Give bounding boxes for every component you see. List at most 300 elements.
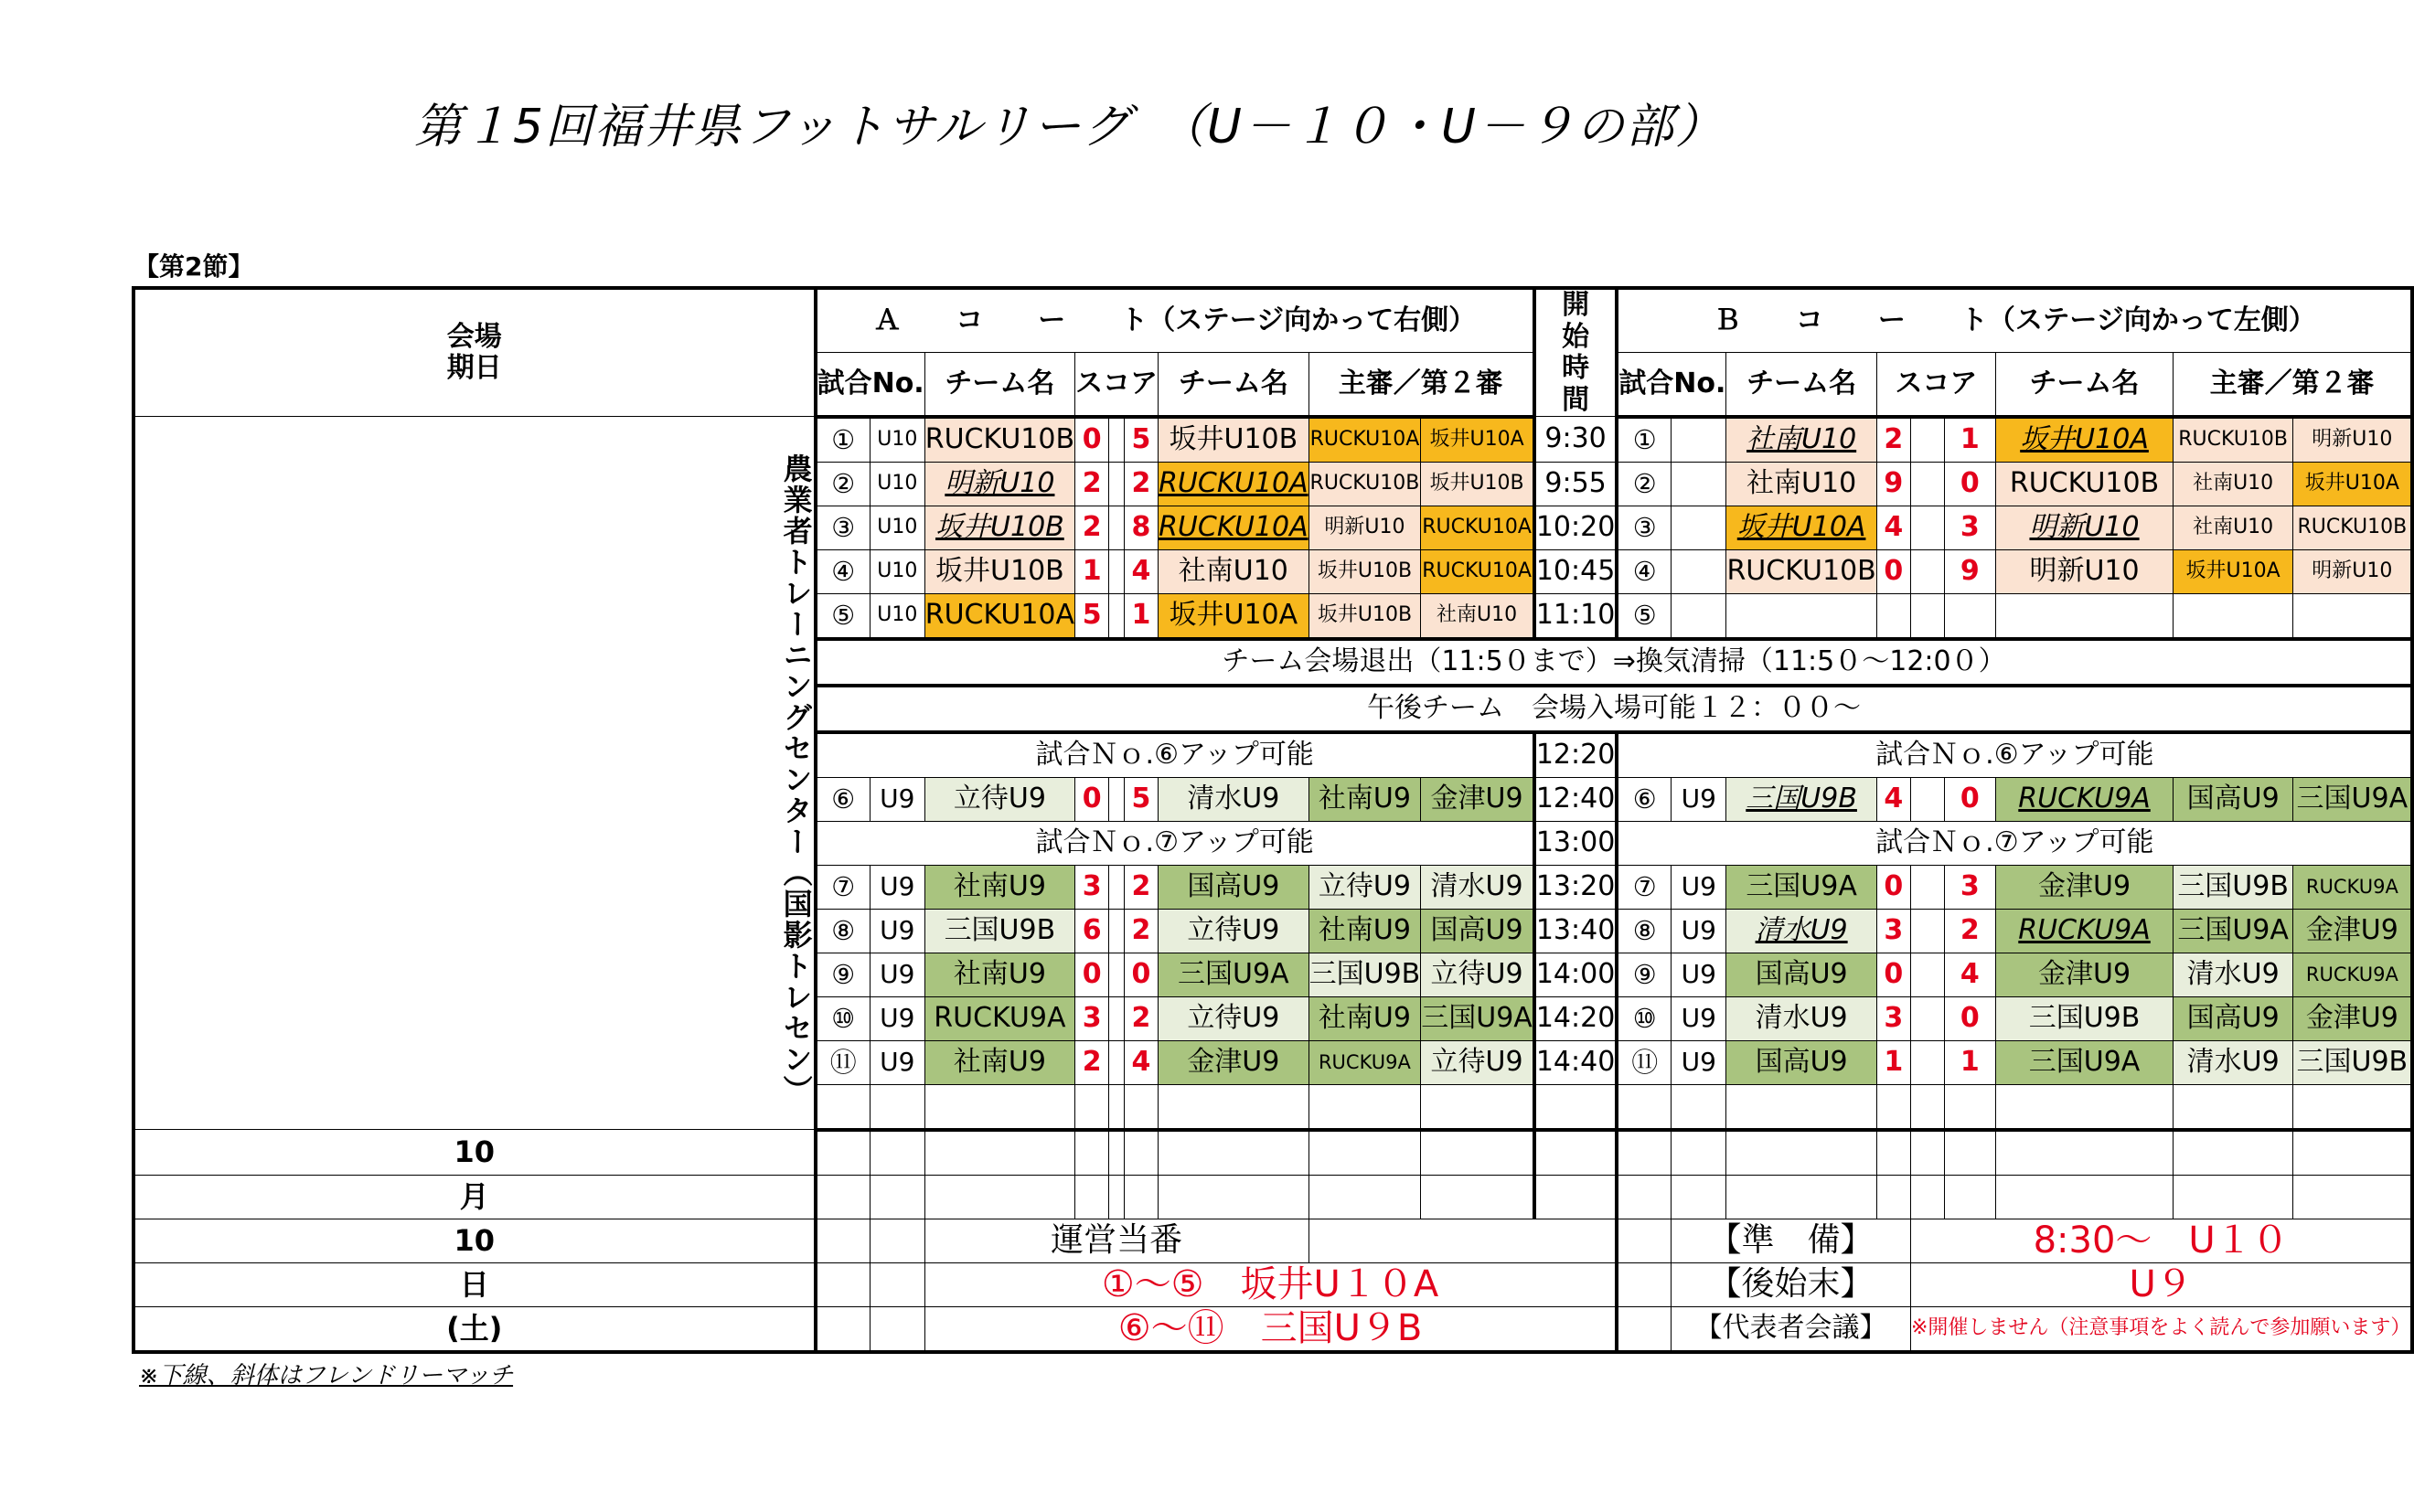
category: U9	[870, 996, 924, 1040]
empty-cell	[870, 1306, 924, 1352]
cleanup-value: U９	[1910, 1262, 2412, 1306]
empty-cell	[870, 1219, 924, 1262]
team-home: 立待U9	[924, 777, 1074, 821]
start-time: 13:00	[1534, 821, 1617, 865]
score-divider	[1910, 417, 1944, 463]
score-away: 1	[1124, 593, 1158, 639]
warmup-note-a: 試合Ｎｏ.⑦アップ可能	[816, 821, 1534, 865]
empty-cell	[1617, 1219, 1671, 1262]
empty-cell	[1308, 1130, 1421, 1176]
page-title: 第１5回福井県フットサルリーグ （U－１０・U－９の部）	[414, 100, 1725, 154]
score-divider	[1910, 506, 1944, 549]
notice-afternoon: 午後チーム 会場入場可能１２：００～	[816, 686, 2413, 732]
referee-main: 立待U9	[1308, 865, 1421, 909]
team-home: 明新U10	[924, 462, 1074, 506]
score-away: 5	[1124, 777, 1158, 821]
match-number: ⑧	[816, 909, 871, 953]
team-home: 社南U10	[1726, 462, 1876, 506]
team-home: 三国U9A	[1726, 865, 1876, 909]
duty-line-1: ①～⑤ 坂井U１０A	[924, 1262, 1617, 1306]
score-divider	[1910, 953, 1944, 996]
category: U10	[870, 417, 924, 463]
referee-second: 三国U9A	[1421, 996, 1534, 1040]
referee-second: RUCKU10A	[1421, 506, 1534, 549]
b-court-header: Ｂ コ ー ト（ステージ向かって左側）	[1617, 288, 2412, 352]
empty-cell	[1876, 1130, 1910, 1176]
referee-main: 清水U9	[2173, 1040, 2292, 1084]
start-time: 14:20	[1534, 996, 1617, 1040]
referee-header: 主審／第２審	[1308, 352, 1534, 416]
team-home: 国高U9	[1726, 1040, 1876, 1084]
start-time: 14:40	[1534, 1040, 1617, 1084]
start-time: 9:55	[1534, 462, 1617, 506]
empty-cell	[1534, 1175, 1617, 1219]
empty-cell	[1726, 1084, 1876, 1130]
score-away: 3	[1944, 506, 1996, 549]
empty-cell	[816, 1175, 871, 1219]
score-away: 2	[1124, 865, 1158, 909]
referee-main: 坂井U10B	[1308, 549, 1421, 593]
category: U9	[1672, 996, 1726, 1040]
match-no-header: 試合No.	[1617, 352, 1726, 416]
score-away: 0	[1944, 462, 1996, 506]
score-divider	[1910, 593, 1944, 639]
empty-cell	[2293, 1130, 2413, 1176]
notice-exit: チーム会場退出（11:5０まで）⇒換気清掃（11:5０～12:0０）	[816, 639, 2413, 686]
start-time: 9:30	[1534, 417, 1617, 463]
cleanup-label: 【後始末】	[1672, 1262, 1911, 1306]
score-home: 0	[1075, 777, 1109, 821]
date-part: 10	[134, 1219, 816, 1262]
empty-cell	[1910, 1175, 1944, 1219]
score-divider	[1109, 777, 1125, 821]
start-time: 13:40	[1534, 909, 1617, 953]
start-time: 10:45	[1534, 549, 1617, 593]
category: U9	[870, 777, 924, 821]
team-away: 立待U9	[1159, 909, 1309, 953]
team-away: 金津U9	[1996, 865, 2174, 909]
empty-cell	[1617, 1262, 1671, 1306]
referee-second: 明新U10	[2293, 549, 2413, 593]
category: U9	[870, 909, 924, 953]
team-home: 社南U10	[1726, 417, 1876, 463]
team-header: チーム名	[1159, 352, 1309, 416]
match-number: ①	[1617, 417, 1671, 463]
referee-second: 三国U9B	[2293, 1040, 2413, 1084]
empty-cell	[1876, 1084, 1910, 1130]
team-away: 社南U10	[1159, 549, 1309, 593]
match-number: ④	[1617, 549, 1671, 593]
score-away: 2	[1124, 909, 1158, 953]
empty-cell	[1421, 1130, 1534, 1176]
match-number: ②	[816, 462, 871, 506]
team-home: 社南U9	[924, 865, 1074, 909]
empty-cell	[1534, 1130, 1617, 1176]
match-number: ⑩	[1617, 996, 1671, 1040]
score-divider	[1910, 462, 1944, 506]
score-away: 8	[1124, 506, 1158, 549]
date-part: 日	[134, 1262, 816, 1306]
team-away: 金津U9	[1996, 953, 2174, 996]
team-home: RUCKU9A	[924, 996, 1074, 1040]
empty-cell	[1421, 1175, 1534, 1219]
score-divider	[1910, 549, 1944, 593]
score-divider	[1910, 865, 1944, 909]
referee-second: 清水U9	[1421, 865, 1534, 909]
referee-second: 社南U10	[1421, 593, 1534, 639]
referee-main: 三国U9B	[1308, 953, 1421, 996]
empty-cell	[1726, 1175, 1876, 1219]
empty-cell	[1617, 1130, 1671, 1176]
referee-second: RUCKU9A	[2293, 865, 2413, 909]
match-number: ⑪	[816, 1040, 871, 1084]
team-away: 金津U9	[1159, 1040, 1309, 1084]
match-number: ⑦	[816, 865, 871, 909]
team-away: RUCKU9A	[1996, 777, 2174, 821]
score-divider	[1109, 462, 1125, 506]
warmup-note-a: 試合Ｎｏ.⑥アップ可能	[816, 732, 1534, 778]
score-home: 3	[1075, 865, 1109, 909]
score-divider	[1910, 1040, 1944, 1084]
empty-cell	[1996, 1175, 2174, 1219]
score-away	[1944, 593, 1996, 639]
category: U9	[1672, 777, 1726, 821]
empty-cell	[2173, 1130, 2292, 1176]
score-away: 0	[1944, 996, 1996, 1040]
referee-second: 金津U9	[2293, 996, 2413, 1040]
empty-cell	[1159, 1130, 1309, 1176]
score-divider	[1109, 506, 1125, 549]
team-home: 社南U9	[924, 1040, 1074, 1084]
schedule-table	[132, 286, 2414, 1354]
category: U9	[870, 865, 924, 909]
start-time: 14:00	[1534, 953, 1617, 996]
score-divider	[1109, 909, 1125, 953]
empty-cell	[1308, 1175, 1421, 1219]
referee-second: 坂井U10A	[2293, 462, 2413, 506]
score-home: 0	[1876, 865, 1910, 909]
warmup-note-b: 試合Ｎｏ.⑥アップ可能	[1617, 732, 2412, 778]
referee-main: 社南U10	[2173, 462, 2292, 506]
score-away: 9	[1944, 549, 1996, 593]
score-home: 0	[1876, 549, 1910, 593]
category	[1672, 506, 1726, 549]
empty-cell	[1726, 1130, 1876, 1176]
score-divider	[1910, 996, 1944, 1040]
date-part: 月	[134, 1175, 816, 1219]
score-home: 0	[1075, 417, 1109, 463]
match-number: ①	[816, 417, 871, 463]
empty-cell	[1910, 1084, 1944, 1130]
score-home: 2	[1075, 462, 1109, 506]
score-divider	[1109, 593, 1125, 639]
referee-main: 社南U9	[1308, 909, 1421, 953]
referee-second	[2293, 593, 2413, 639]
referee-second: RUCKU10A	[1421, 549, 1534, 593]
score-away: 2	[1124, 996, 1158, 1040]
empty-cell	[1876, 1175, 1910, 1219]
score-home: 2	[1876, 417, 1910, 463]
score-home: 5	[1075, 593, 1109, 639]
category: U9	[1672, 1040, 1726, 1084]
empty-cell	[1672, 1130, 1726, 1176]
referee-main	[2173, 593, 2292, 639]
referee-main: RUCKU10B	[2173, 417, 2292, 463]
match-number: ⑤	[1617, 593, 1671, 639]
score-home: 3	[1876, 909, 1910, 953]
empty-cell	[1075, 1130, 1109, 1176]
team-home: 社南U9	[924, 953, 1074, 996]
team-home: RUCKU10B	[924, 417, 1074, 463]
duty-line-2: ⑥～⑪ 三国U９B	[924, 1306, 1617, 1352]
category: U10	[870, 462, 924, 506]
rep-meeting-label: 【代表者会議】	[1672, 1306, 1911, 1352]
empty-cell	[816, 1084, 871, 1130]
team-home: 国高U9	[1726, 953, 1876, 996]
referee-main: 三国U9B	[2173, 865, 2292, 909]
score-away: 1	[1944, 1040, 1996, 1084]
team-away: RUCKU10A	[1159, 506, 1309, 549]
empty-cell	[1944, 1130, 1996, 1176]
venue-date-header: 会場 期日	[134, 288, 816, 417]
score-divider	[1109, 417, 1125, 463]
empty-cell	[1109, 1130, 1125, 1176]
referee-main: 三国U9A	[2173, 909, 2292, 953]
team-header: チーム名	[1726, 352, 1876, 416]
match-number: ⑦	[1617, 865, 1671, 909]
score-away: 1	[1944, 417, 1996, 463]
match-number: ⑩	[816, 996, 871, 1040]
referee-main: RUCKU10B	[1308, 462, 1421, 506]
category	[1672, 417, 1726, 463]
score-away: 5	[1124, 417, 1158, 463]
referee-second: 立待U9	[1421, 1040, 1534, 1084]
referee-second: 三国U9A	[2293, 777, 2413, 821]
referee-second: 国高U9	[1421, 909, 1534, 953]
team-home: 清水U9	[1726, 909, 1876, 953]
match-number: ⑤	[816, 593, 871, 639]
score-home: 6	[1075, 909, 1109, 953]
team-home: 三国U9B	[1726, 777, 1876, 821]
score-divider	[1109, 953, 1125, 996]
table-row	[134, 417, 2412, 463]
category: U9	[1672, 865, 1726, 909]
empty-cell	[1124, 1084, 1158, 1130]
team-home	[1726, 593, 1876, 639]
empty-cell	[1996, 1084, 2174, 1130]
empty-cell	[870, 1262, 924, 1306]
category: U9	[1672, 909, 1726, 953]
score-home: 4	[1876, 506, 1910, 549]
category	[1672, 462, 1726, 506]
empty-cell	[1159, 1175, 1309, 1219]
referee-main: 清水U9	[2173, 953, 2292, 996]
category	[1672, 593, 1726, 639]
referee-main: RUCKU10A	[1308, 417, 1421, 463]
match-number: ⑥	[816, 777, 871, 821]
date-part: (土)	[134, 1306, 816, 1352]
category: U10	[870, 506, 924, 549]
empty-cell	[1124, 1130, 1158, 1176]
empty-cell	[1617, 1175, 1671, 1219]
team-away: 三国U9A	[1996, 1040, 2174, 1084]
team-home: 坂井U10A	[1726, 506, 1876, 549]
team-home: RUCKU10A	[924, 593, 1074, 639]
score-away: 4	[1124, 549, 1158, 593]
empty-cell	[870, 1175, 924, 1219]
team-away: 明新U10	[1996, 549, 2174, 593]
empty-cell	[1534, 1084, 1617, 1130]
score-header: スコア	[1876, 352, 1995, 416]
empty-cell	[2293, 1084, 2413, 1130]
venue-name: 農業者トレーニングセンター（国影トレセン）	[134, 417, 816, 1130]
empty-cell	[1109, 1175, 1125, 1219]
referee-main: 国高U9	[2173, 777, 2292, 821]
empty-cell	[924, 1130, 1074, 1176]
score-divider	[1109, 1040, 1125, 1084]
empty-cell	[1075, 1175, 1109, 1219]
category	[1672, 549, 1726, 593]
team-away: 国高U9	[1159, 865, 1309, 909]
match-number: ⑧	[1617, 909, 1671, 953]
match-number: ⑨	[816, 953, 871, 996]
empty-cell	[1617, 1084, 1671, 1130]
prep-value: 8:30～ U１０	[1910, 1219, 2412, 1262]
score-header: スコア	[1075, 352, 1159, 416]
team-away	[1996, 593, 2174, 639]
score-divider	[1910, 777, 1944, 821]
referee-main: 社南U9	[1308, 777, 1421, 821]
team-header: チーム名	[924, 352, 1074, 416]
empty-cell	[1308, 1084, 1421, 1130]
score-home: 3	[1876, 996, 1910, 1040]
category: U9	[870, 1040, 924, 1084]
referee-main: 明新U10	[1308, 506, 1421, 549]
empty-cell	[924, 1175, 1074, 1219]
empty-cell	[1617, 1306, 1671, 1352]
score-away: 0	[1124, 953, 1158, 996]
team-away: 明新U10	[1996, 506, 2174, 549]
team-away: 立待U9	[1159, 996, 1309, 1040]
empty-cell	[2173, 1084, 2292, 1130]
team-home: 清水U9	[1726, 996, 1876, 1040]
referee-second: 立待U9	[1421, 953, 1534, 996]
score-away: 2	[1124, 462, 1158, 506]
score-away: 0	[1944, 777, 1996, 821]
referee-main: 坂井U10A	[2173, 549, 2292, 593]
category: U9	[1672, 953, 1726, 996]
start-time-header: 開 始 時 間	[1534, 288, 1617, 417]
team-home: 坂井U10B	[924, 549, 1074, 593]
score-home: 0	[1876, 953, 1910, 996]
score-home: 1	[1876, 1040, 1910, 1084]
score-divider	[1910, 909, 1944, 953]
empty-cell	[924, 1084, 1074, 1130]
empty-cell	[816, 1262, 871, 1306]
match-number: ⑥	[1617, 777, 1671, 821]
start-time: 13:20	[1534, 865, 1617, 909]
match-number: ⑪	[1617, 1040, 1671, 1084]
a-court-header: Ａ コ ー ト（ステージ向かって右側）	[816, 288, 1534, 352]
start-time: 11:10	[1534, 593, 1617, 639]
score-home: 3	[1075, 996, 1109, 1040]
empty-cell	[816, 1306, 871, 1352]
empty-cell	[1075, 1084, 1109, 1130]
referee-header: 主審／第２審	[2173, 352, 2412, 416]
category: U10	[870, 593, 924, 639]
empty-cell	[870, 1084, 924, 1130]
team-away: 三国U9A	[1159, 953, 1309, 996]
score-home: 2	[1075, 1040, 1109, 1084]
start-time: 10:20	[1534, 506, 1617, 549]
empty-cell	[1944, 1175, 1996, 1219]
empty-cell	[1672, 1175, 1726, 1219]
score-home: 1	[1075, 549, 1109, 593]
score-divider	[1109, 549, 1125, 593]
referee-second: RUCKU10B	[2293, 506, 2413, 549]
referee-second: RUCKU9A	[2293, 953, 2413, 996]
score-home: 2	[1075, 506, 1109, 549]
score-away: 3	[1944, 865, 1996, 909]
score-home: 0	[1075, 953, 1109, 996]
empty-cell	[1910, 1130, 1944, 1176]
score-home	[1876, 593, 1910, 639]
start-time: 12:20	[1534, 732, 1617, 778]
score-away: 2	[1944, 909, 1996, 953]
empty-cell	[1159, 1084, 1309, 1130]
date-part: 10	[134, 1130, 816, 1176]
team-away: RUCKU9A	[1996, 909, 2174, 953]
team-home: RUCKU10B	[1726, 549, 1876, 593]
empty-cell	[1421, 1084, 1534, 1130]
empty-cell	[2173, 1175, 2292, 1219]
score-divider	[1109, 865, 1125, 909]
start-time: 12:40	[1534, 777, 1617, 821]
score-divider	[1109, 996, 1125, 1040]
team-away: 坂井U10A	[1996, 417, 2174, 463]
empty-cell	[870, 1130, 924, 1176]
referee-second: 坂井U10A	[1421, 417, 1534, 463]
duty-label: 運営当番	[924, 1219, 1308, 1262]
empty-cell	[2293, 1175, 2413, 1219]
referee-main: 社南U9	[1308, 996, 1421, 1040]
referee-second: 金津U9	[1421, 777, 1534, 821]
score-away: 4	[1124, 1040, 1158, 1084]
team-header: チーム名	[1996, 352, 2174, 416]
match-number: ⑨	[1617, 953, 1671, 996]
match-no-header: 試合No.	[816, 352, 925, 416]
category: U10	[870, 549, 924, 593]
referee-main: 社南U10	[2173, 506, 2292, 549]
score-home: 4	[1876, 777, 1910, 821]
prep-label: 【準 備】	[1672, 1219, 1911, 1262]
referee-second: 坂井U10B	[1421, 462, 1534, 506]
team-home: 三国U9B	[924, 909, 1074, 953]
team-away: RUCKU10B	[1996, 462, 2174, 506]
empty-cell	[1124, 1175, 1158, 1219]
referee-main: 坂井U10B	[1308, 593, 1421, 639]
footnote: ※下線、斜体はフレンドリーマッチ	[139, 1362, 514, 1390]
score-away: 4	[1944, 953, 1996, 996]
team-away: 清水U9	[1159, 777, 1309, 821]
referee-second: 金津U9	[2293, 909, 2413, 953]
team-away: 三国U9B	[1996, 996, 2174, 1040]
referee-second: 明新U10	[2293, 417, 2413, 463]
match-number: ④	[816, 549, 871, 593]
team-away: 坂井U10A	[1159, 593, 1309, 639]
team-home: 坂井U10B	[924, 506, 1074, 549]
empty-cell	[816, 1130, 871, 1176]
